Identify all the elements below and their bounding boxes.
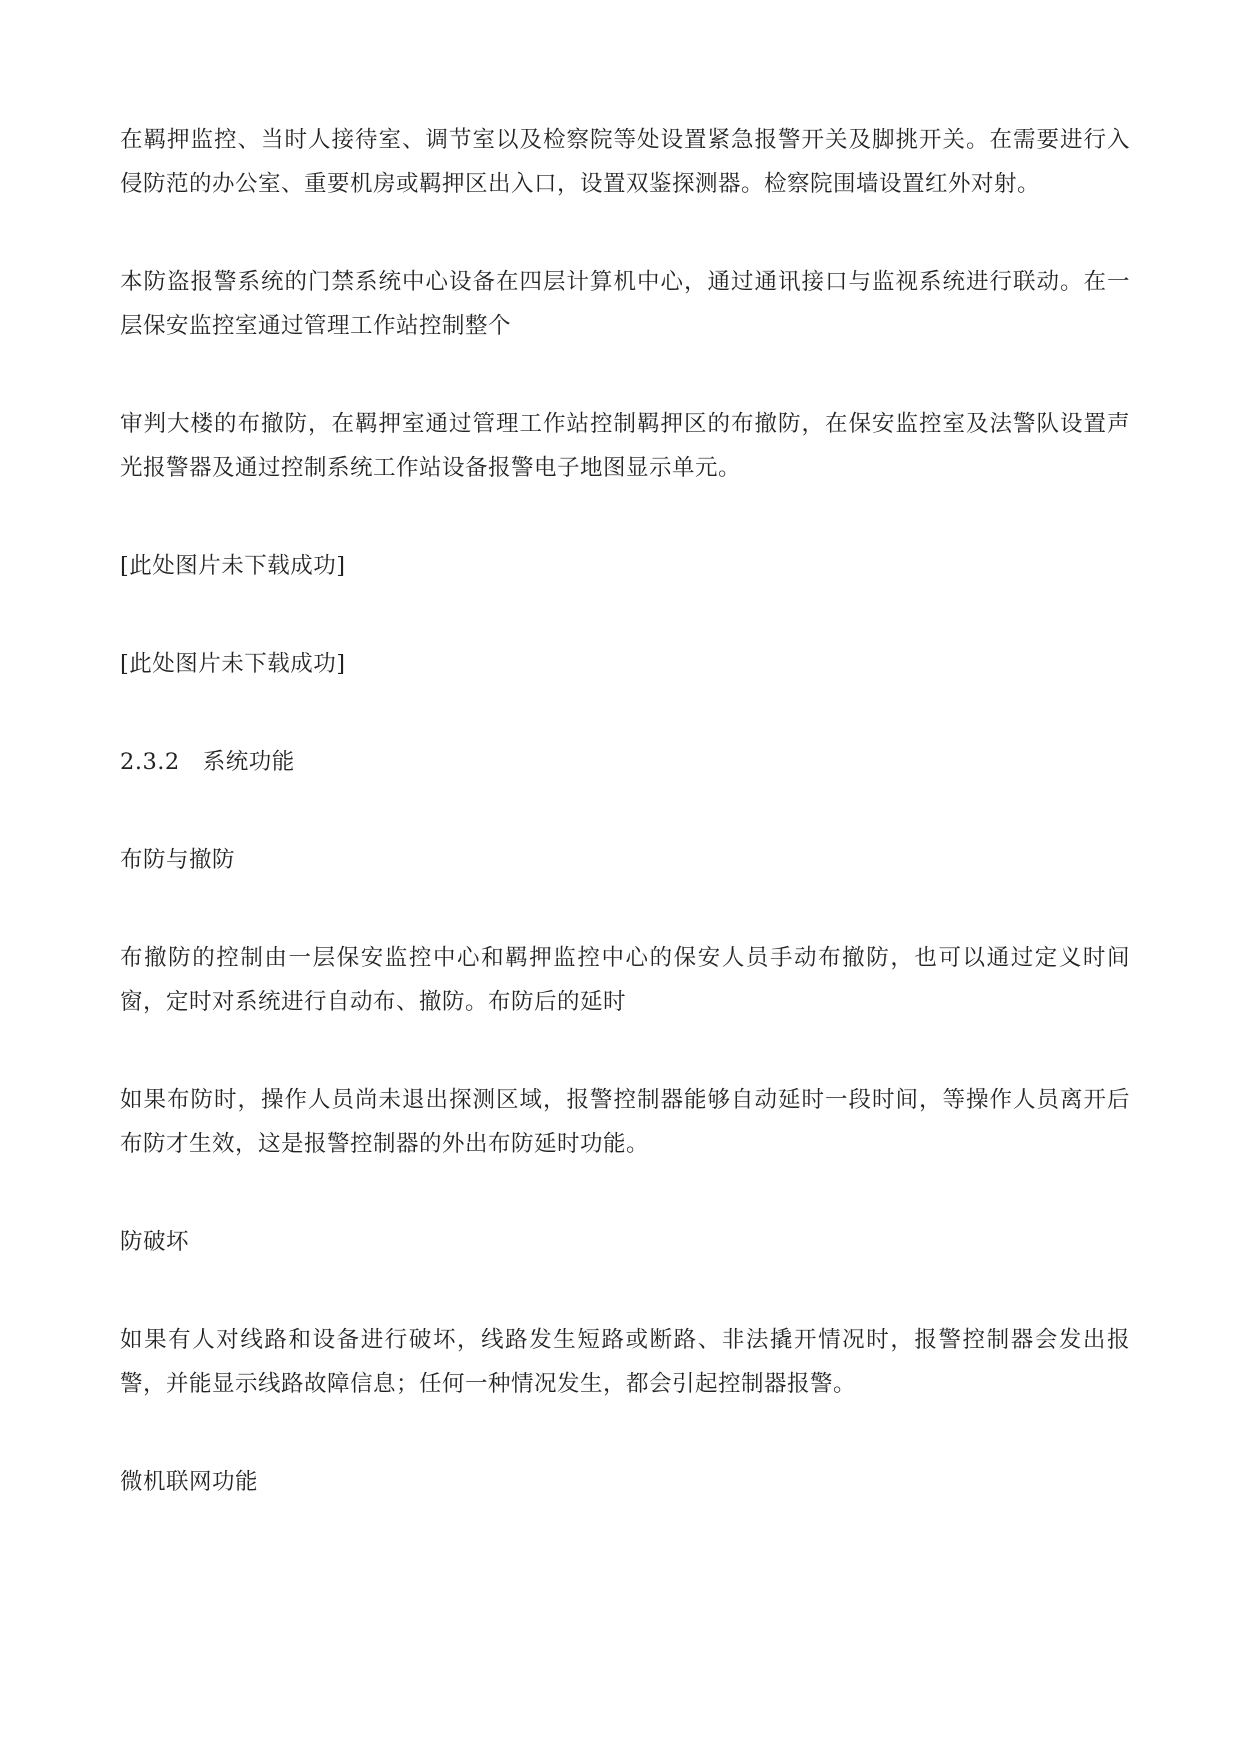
subheading-anti-tamper: 防破坏: [120, 1229, 190, 1255]
subheading-networking: 微机联网功能: [120, 1469, 259, 1495]
paragraph-arming-control: 审判大楼的布撤防，在羁押室通过管理工作站控制羁押区的布撤防，在保安监控室及法警队设置声光报警器及通过控制系统工作站设备报警电子地图显示单元。: [120, 411, 1130, 481]
paragraph-exit-delay: 如果布防时，操作人员尚未退出探测区域，报警控制器能够自动延时一段时间，等操作人员离开后布防才生效，这是报警控制器的外出布防延时功能。: [120, 1087, 1130, 1157]
image-placeholder-2: [此处图片未下载成功]: [120, 651, 346, 677]
paragraph-tamper-description: 如果有人对线路和设备进行破坏，线路发生短路或断路、非法撬开情况时，报警控制器会发出报警，并能显示线路故障信息；任何一种情况发生，都会引起控制器报警。: [120, 1327, 1130, 1397]
document-page: [120, 118, 1130, 1558]
section-heading-system-functions: 2.3.2 系统功能: [120, 749, 295, 775]
paragraph-alarm-switches: 在羁押监控、当时人接待室、调节室以及检察院等处设置紧急报警开关及脚挑开关。在需要进行入侵防范的办公室、重要机房或羁押区出入口，设置双鉴探测器。检察院围墙设置红外对射。: [120, 127, 1130, 197]
subheading-arming-disarming: 布防与撤防: [120, 847, 236, 873]
paragraph-access-control-center: 本防盗报警系统的门禁系统中心设备在四层计算机中心，通过通讯接口与监视系统进行联动。在一层保安监控室通过管理工作站控制整个: [120, 269, 1130, 339]
image-placeholder-1: [此处图片未下载成功]: [120, 553, 346, 579]
paragraph-arming-description: 布撤防的控制由一层保安监控中心和羁押监控中心的保安人员手动布撤防，也可以通过定义时间窗，定时对系统进行自动布、撤防。布防后的延时: [120, 945, 1130, 1015]
